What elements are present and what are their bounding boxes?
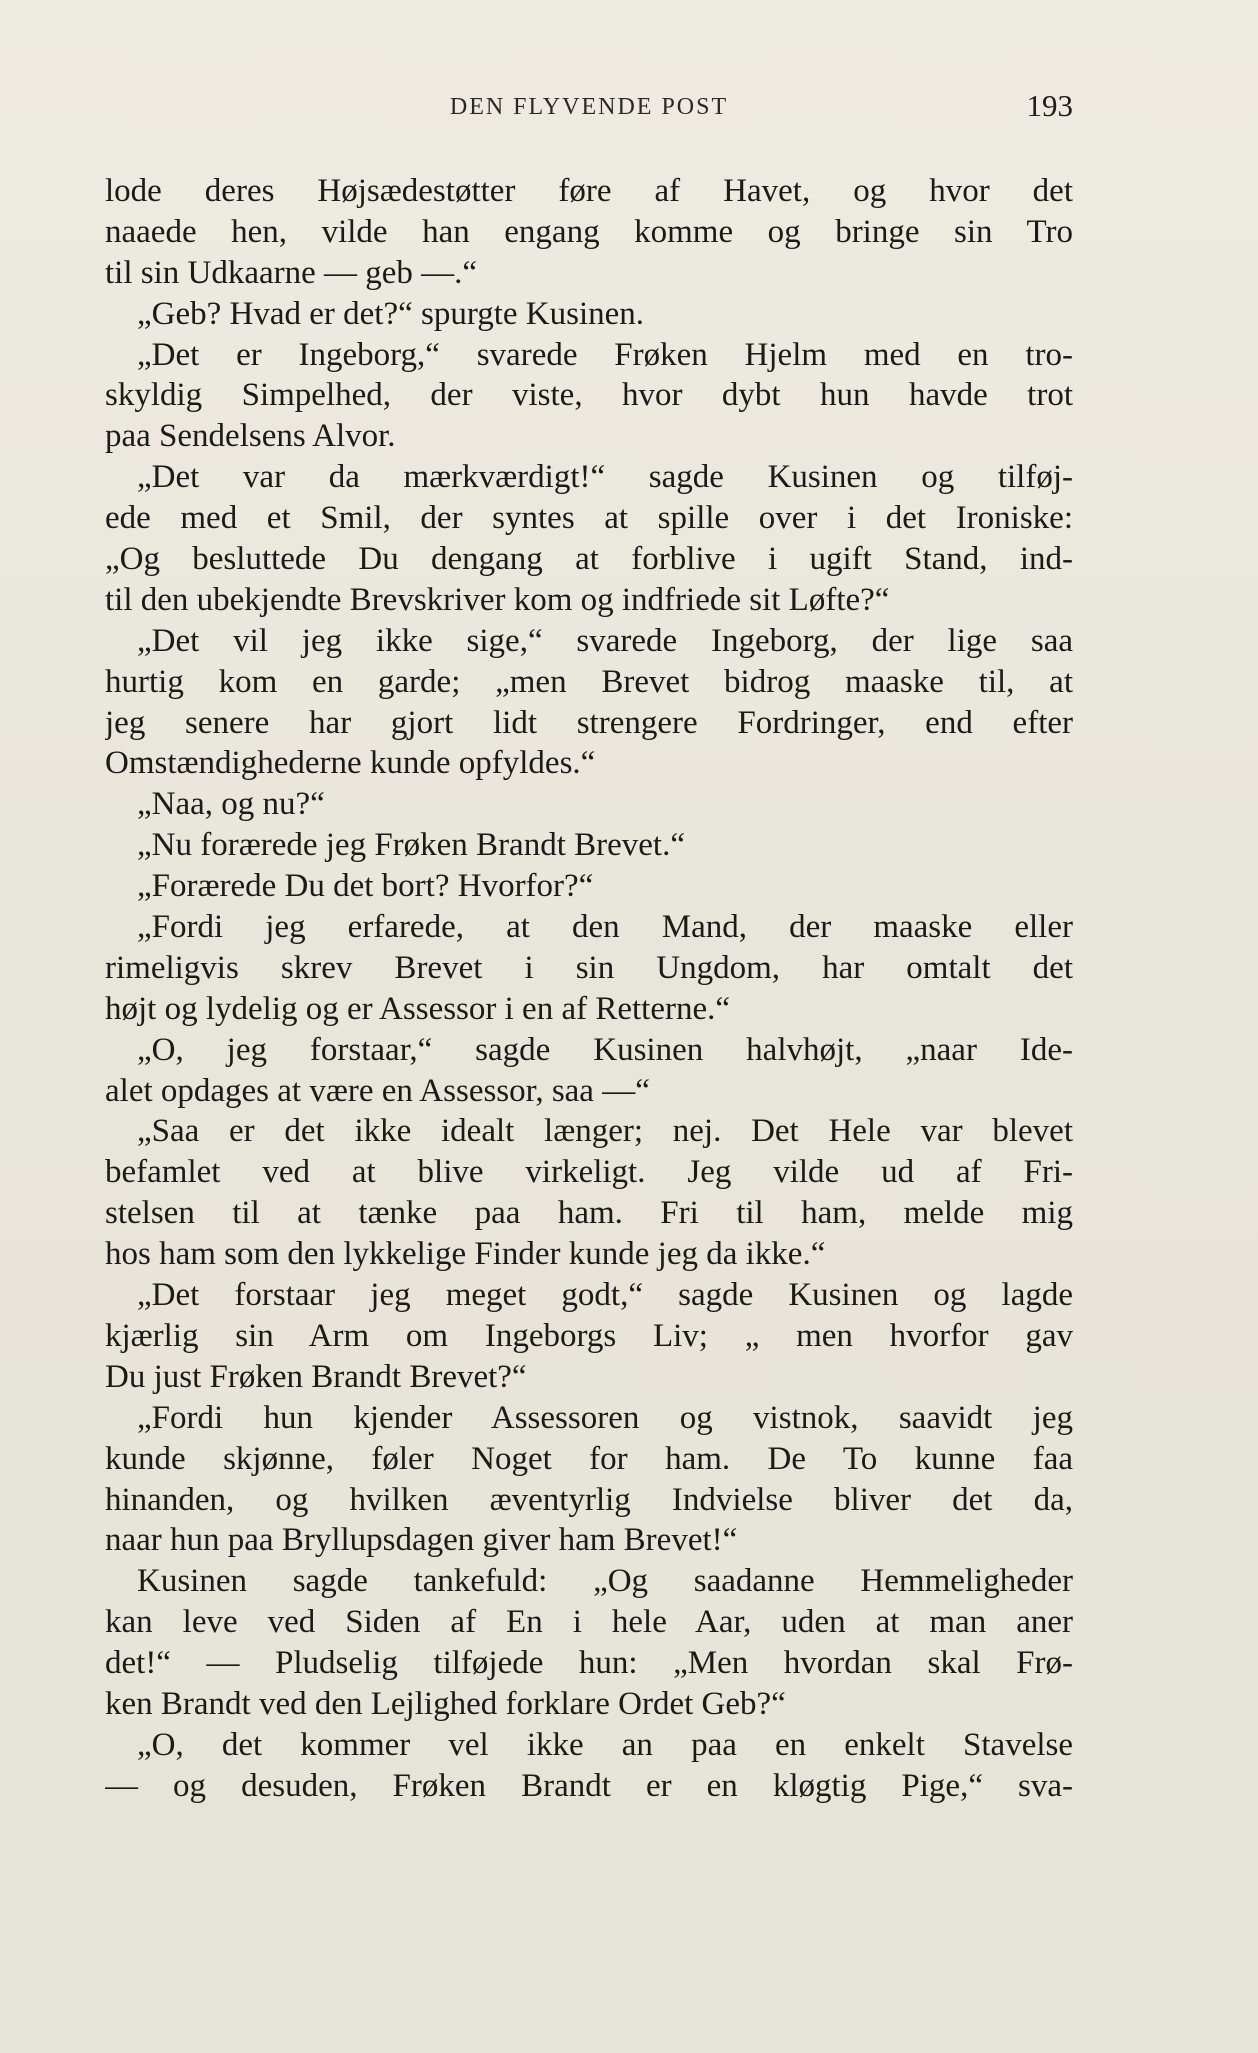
text-line: „Det var da mærkværdigt!“ sagde Kusinen og tilføj- xyxy=(137,459,1073,496)
text-line: kunde skjønne, føler Noget for ham. De To kunne faa xyxy=(105,1440,1073,1477)
text-line: kjærlig sin Arm om Ingeborgs Liv; „ men hvorfor gav xyxy=(105,1317,1073,1354)
text-line: hinanden, og hvilken æventyrlig Indvielse bliver det da, xyxy=(105,1481,1073,1518)
text-line: til den ubekjendte Brevskriver kom og indfriede sit Løfte?“ xyxy=(105,581,890,618)
text-line: „O, det kommer vel ikke an paa en enkelt Stavelse xyxy=(137,1726,1073,1763)
text-line: naar hun paa Bryllupsdagen giver ham Brevet!“ xyxy=(105,1522,738,1559)
text-line: Du just Frøken Brandt Brevet?“ xyxy=(105,1358,527,1395)
text-line: „Og besluttede Du dengang at forblive i ugift Stand, ind- xyxy=(105,541,1073,578)
text-line: jeg senere har gjort lidt strengere Fordringer, end efter xyxy=(105,704,1073,741)
text-line: „Geb? Hvad er det?“ spurgte Kusinen. xyxy=(137,295,645,332)
text-line: det!“ — Pludselig tilføjede hun: „Men hvordan skal Frø- xyxy=(105,1645,1073,1682)
text-line: „O, jeg forstaar,“ sagde Kusinen halvhøjt, „naar Ide- xyxy=(137,1031,1073,1068)
text-line: hos ham som den lykkelige Finder kunde jeg da ikke.“ xyxy=(105,1236,826,1273)
text-line: paa Sendelsens Alvor. xyxy=(105,418,396,455)
text-line: „Det vil jeg ikke sige,“ svarede Ingeborg, der lige saa xyxy=(137,622,1073,659)
text-line: „Naa, og nu?“ xyxy=(137,786,325,823)
text-line: stelsen til at tænke paa ham. Fri til ham, melde mig xyxy=(105,1195,1073,1232)
text-line: kan leve ved Siden af En i hele Aar, uden at man aner xyxy=(105,1604,1073,1641)
page-number: 193 xyxy=(1026,88,1073,123)
text-line: ede med et Smil, der syntes at spille over i det Ironiske: xyxy=(105,500,1073,537)
text-line: skyldig Simpelhed, der viste, hvor dybt hun havde trot xyxy=(105,377,1073,414)
text-line: hurtig kom en garde; „men Brevet bidrog maaske til, at xyxy=(105,663,1073,700)
text-line: højt og lydelig og er Assessor i en af Retterne.“ xyxy=(105,990,731,1027)
running-title: DEN FLYVENDE POST xyxy=(449,94,729,120)
text-line: befamlet ved at blive virkeligt. Jeg vilde ud af Fri- xyxy=(105,1154,1073,1191)
text-line: ken Brandt ved den Lejlighed forklare Ordet Geb?“ xyxy=(105,1685,786,1722)
text-line: til sin Udkaarne — geb —.“ xyxy=(105,254,478,291)
page-header xyxy=(105,88,1073,128)
text-line: „Det er Ingeborg,“ svarede Frøken Hjelm med en tro- xyxy=(137,336,1073,373)
text-line: Omstændighederne kunde opfyldes.“ xyxy=(105,745,596,782)
text-line: alet opdages at være en Assessor, saa —“ xyxy=(105,1072,650,1109)
text-line: „Forærede Du det bort? Hvorfor?“ xyxy=(137,868,594,905)
text-line: lode deres Højsædestøtter føre af Havet, og hvor det xyxy=(105,173,1073,209)
text-line: „Det forstaar jeg meget godt,“ sagde Kusinen og lagde xyxy=(137,1277,1073,1314)
text-line: „Fordi jeg erfarede, at den Mand, der maaske eller xyxy=(137,909,1073,946)
text-line: — og desuden, Frøken Brandt er en kløgtig Pige,“ sva- xyxy=(105,1767,1073,1804)
text-line: „Nu forærede jeg Frøken Brandt Brevet.“ xyxy=(137,827,685,864)
text-line: naaede hen, vilde han engang komme og bringe sin Tro xyxy=(105,213,1073,250)
text-line: rimeligvis skrev Brevet i sin Ungdom, har omtalt det xyxy=(105,949,1073,986)
text-line: „Saa er det ikke idealt længer; nej. Det Hele var blevet xyxy=(137,1113,1073,1150)
body-text xyxy=(105,171,1073,1807)
text-line: „Fordi hun kjender Assessoren og vistnok, saavidt jeg xyxy=(137,1399,1073,1436)
text-line: Kusinen sagde tankefuld: „Og saadanne Hemmeligheder xyxy=(137,1563,1073,1600)
